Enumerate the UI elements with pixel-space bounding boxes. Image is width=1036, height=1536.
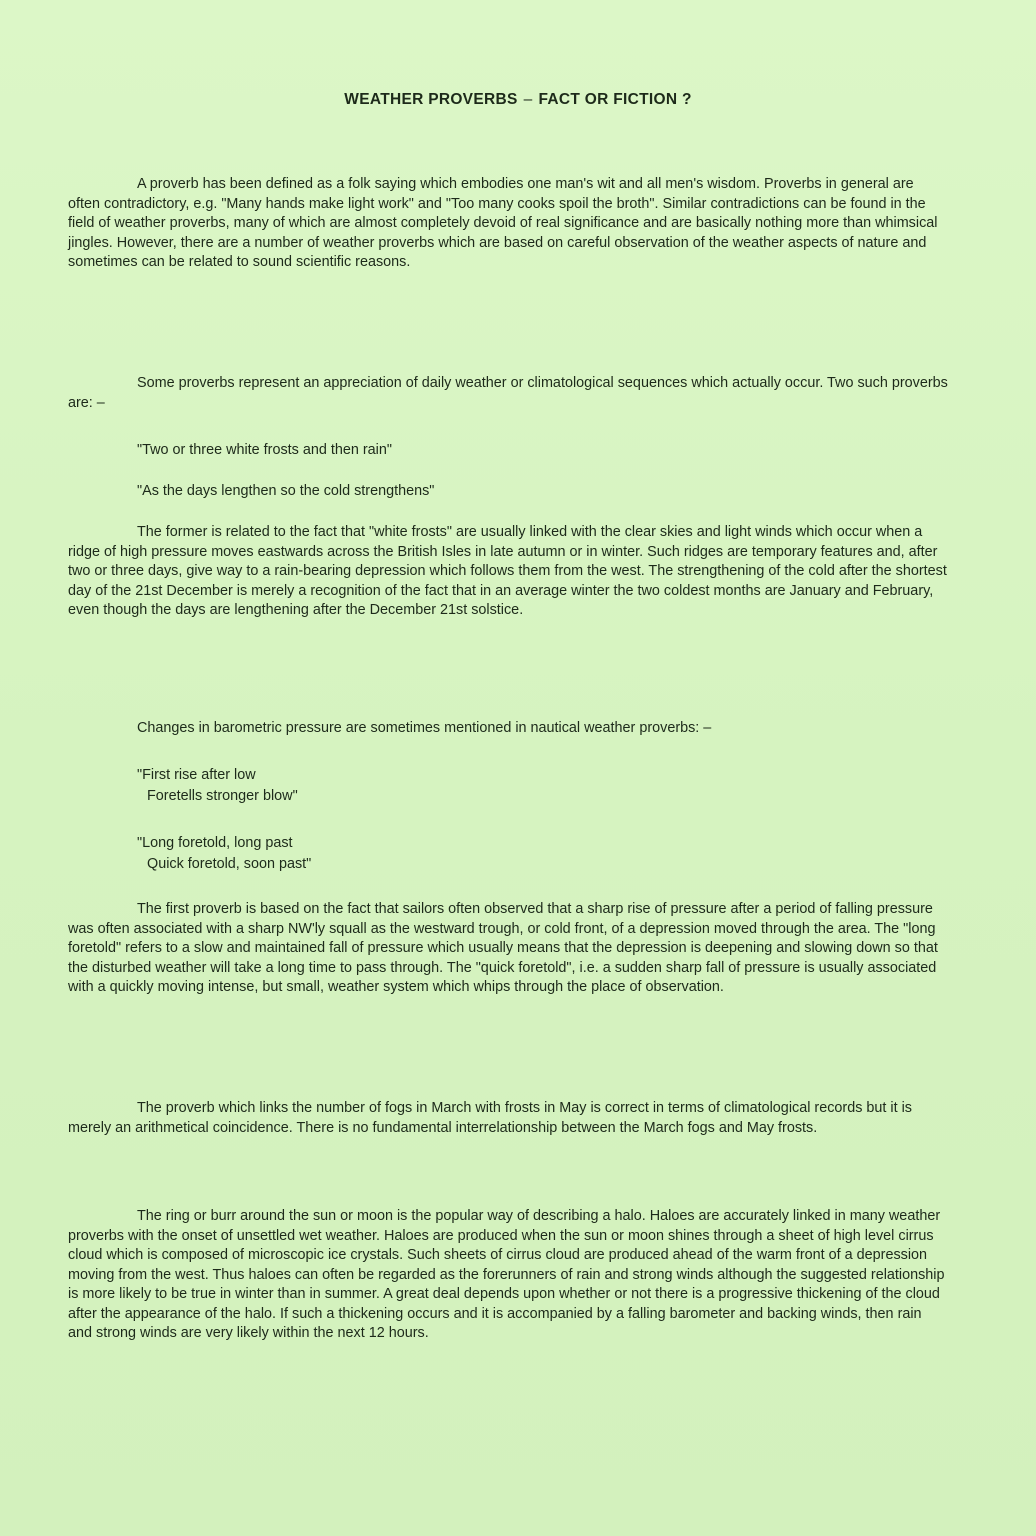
paragraph-first-proverb-explanation: The first proverb is based on the fact that sailors often observed that a sharp rise of pressure after a period of falling pressure was often associated with a sharp NW'ly squall as the westward trough, or cold front, of a depression moved through the area. The "long foretold" refers to a slow and maintained fall of pressure which usually means that the depression is deepening and slowing down so that the disturbed weather will take a long time to pass through. The "quick foretold", i.e. a sudden sharp fall of pressure is usually associated with a quickly moving intense, but small, weather system which whips through the place of observation. [68, 901, 938, 995]
quote-long-foretold-line1: "Long foretold, long past [137, 835, 293, 851]
quote-days-lengthen-text: "As the days lengthen so the cold strengthens" [137, 483, 435, 499]
quote-white-frosts [137, 440, 392, 461]
paragraph-sequences-intro: Some proverbs represent an appreciation of daily weather or climatological sequences which actually occur. Two such proverbs are: – [68, 375, 948, 411]
paragraph-halo: The ring or burr around the sun or moon is the popular way of describing a halo. Haloes are accurately linked in many weather proverbs with the onset of unsettled wet weather. Haloes are produced when the sun or moon shines through a sheet of high level cirrus cloud which is composed of microscopic ice crystals. Such sheets of cirrus cloud are produced ahead of the warm front of a depression moving from the west. Thus haloes can often be regarded as the forerunners of rain and strong winds although the suggested relationship is more likely to be true in winter than in summer. A great deal depends upon whether or not there is a progressive thickening of the cloud after the appearance of the halo. If such a thickening occurs and it is accompanied by a falling barometer and backing winds, then rain and strong winds are very likely within the next 12 hours. [68, 1208, 945, 1341]
quote-long-foretold [137, 833, 311, 875]
title-right: FACT OR FICTION ? [538, 91, 692, 108]
paragraph-proverb-definition: A proverb has been defined as a folk saying which embodies one man's wit and all men's wisdom. Proverbs in general are often contradictory, e.g. "Many hands make light work" and "Too many cooks spoil the broth". Similar contradictions can be found in the field of weather proverbs, many of which are almost completely devoid of real significance and are basically nothing more than whimsical jingles. However, there are a number of weather proverbs which are based on careful observation of the weather aspects of nature and sometimes can be related to sound scientific reasons. [68, 176, 938, 270]
paragraph-white-frosts-explanation: The former is related to the fact that "white frosts" are usually linked with the clear skies and light winds which occur when a ridge of high pressure moves eastwards across the British Isles in late autumn or in winter. Such ridges are temporary features and, after two or three days, give way to a rain-bearing depression which follows them from the west. The strengthening of the cold after the shortest day of the 21st December is merely a recognition of the fact that in an average winter the two coldest months are January and February, even though the days are lengthening after the December 21st solstice. [68, 524, 947, 618]
quote-long-foretold-line2: Quick foretold, soon past" [147, 856, 312, 872]
quote-first-rise-line2: Foretells stronger blow" [147, 788, 298, 804]
page-title [0, 91, 1036, 109]
quote-first-rise-line1: "First rise after low [137, 767, 256, 783]
quote-days-lengthen [137, 481, 434, 502]
paragraph-fogs-frosts: The proverb which links the number of fogs in March with frosts in May is correct in terms of climatological records but it is merely an arithmetical coincidence. There is no fundamental interrelationship between the March fogs and May frosts. [68, 1100, 912, 1136]
title-dash: – [523, 91, 533, 108]
quote-white-frosts-text: "Two or three white frosts and then rain" [137, 442, 392, 458]
quote-first-rise [137, 765, 298, 807]
title-left: WEATHER PROVERBS [344, 91, 518, 108]
paragraph-barometric-intro: Changes in barometric pressure are sometimes mentioned in nautical weather proverbs: – [137, 720, 712, 736]
